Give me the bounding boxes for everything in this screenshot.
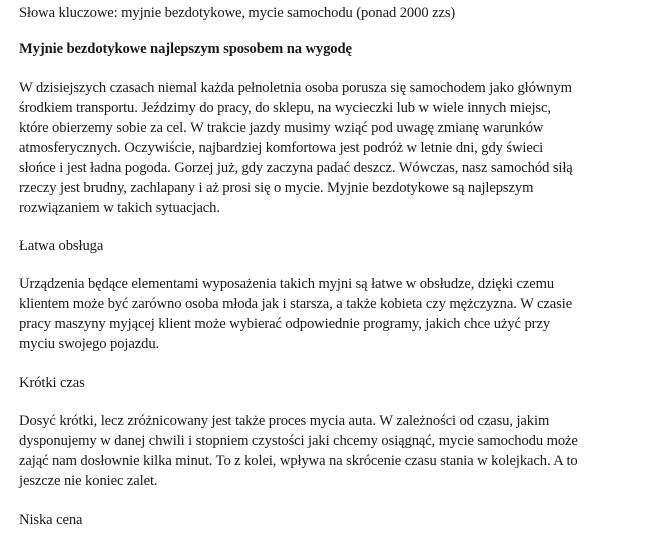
paragraph-line: Urządzenia będące elementami wyposażenia takich myjni są łatwe w obsłudze, dzięki czemu — [19, 276, 555, 292]
section-heading-easy-use: Łatwa obsługa — [19, 238, 104, 254]
section-heading-short-time: Krótki czas — [19, 375, 85, 391]
section-heading-low-price: Niska cena — [19, 512, 83, 528]
paragraph-line: dysponujemy w danej chwili i stopniem czystości jaki chcemy osiągnąć, mycie samochodu może — [19, 433, 578, 449]
paragraph-line: W dzisiejszych czasach niemal każda pełnoletnia osoba porusza się samochodem jako głównym — [19, 80, 572, 96]
paragraph-line: klientem może być zarówno osoba młoda jak i starsza, a także kobieta czy mężczyzna. W czasie — [19, 296, 573, 312]
paragraph-line: jeszcze nie koniec zalet. — [19, 473, 158, 489]
paragraph-line: zająć nam dosłownie kilka minut. To z kolei, wpływa na skrócenie czasu stania w kolejkach. A to — [19, 453, 578, 469]
paragraph-line: rzeczy jest brudny, zachlapany i aż prosi się o mycie. Myjnie bezdotykowe są najlepszym — [19, 180, 534, 196]
paragraph-line: pracy maszyny myjącej klient może wybierać odpowiednie programy, jakich chce użyć przy — [19, 316, 551, 332]
paragraph-line: atmosferycznych. Oczywiście, najbardziej komfortowa jest podróż w letnie dni, gdy świeci — [19, 140, 544, 156]
paragraph-line: myciu swojego pojazdu. — [19, 336, 160, 352]
keywords-line: Słowa kluczowe: myjnie bezdotykowe, mycie samochodu (ponad 2000 zzs) — [19, 5, 456, 21]
document-title: Myjnie bezdotykowe najlepszym sposobem na wygodę — [19, 41, 352, 57]
paragraph-line: które obierzemy sobie za cel. W trakcie jazdy musimy wziąć pod uwagę zmianę warunków — [19, 120, 544, 136]
paragraph-line: rozwiązaniem w takich sytuacjach. — [19, 200, 220, 216]
paragraph-line: słońce i jest ładna pogoda. Gorzej już, gdy zaczyna padać deszcz. Wówczas, nasz samochód siłą — [19, 160, 573, 176]
paragraph-line: środkiem transportu. Jeździmy do pracy, do sklepu, na wycieczki lub w wiele innych miejsc, — [19, 100, 551, 116]
paragraph-line: Dosyć krótki, lecz zróżnicowany jest także proces mycia auta. W zależności od czasu, jakim — [19, 413, 550, 429]
